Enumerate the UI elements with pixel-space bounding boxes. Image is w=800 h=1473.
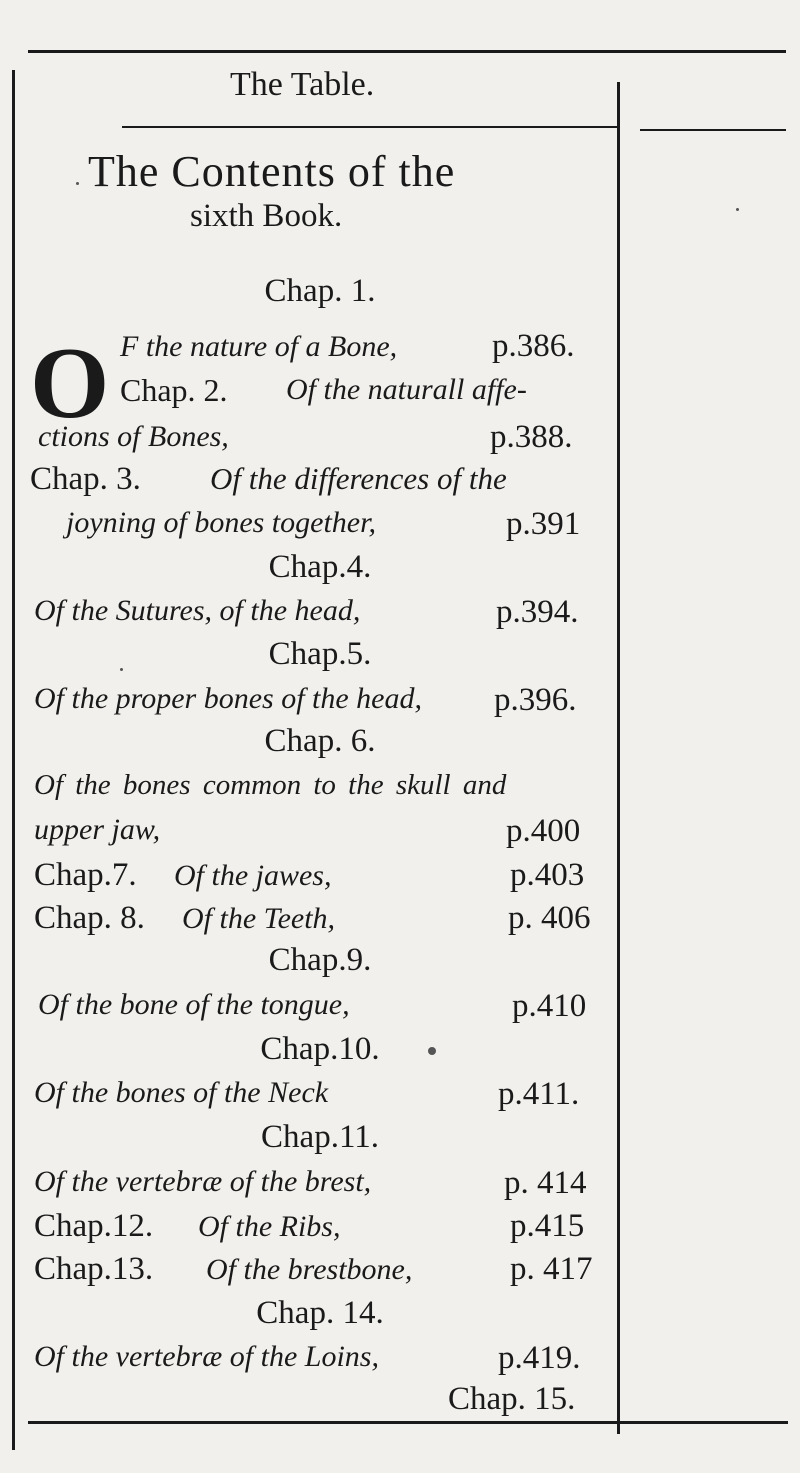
entry-title: Of the differences of the <box>210 461 507 496</box>
entry-page: p.415 <box>510 1208 585 1244</box>
entry-title: Of the bones common to the skull and <box>34 769 507 801</box>
ink-speck <box>76 182 79 185</box>
catchword: Chap. 15. <box>448 1381 576 1417</box>
drop-cap: O <box>30 327 110 440</box>
margin-rule <box>640 129 786 131</box>
entry-title: F the nature of a Bone, <box>120 330 398 363</box>
entry-page: p.419. <box>498 1340 581 1376</box>
entry-title: Of the Teeth, <box>182 902 336 935</box>
chapter-label: Chap. 3. <box>30 461 141 497</box>
entry-title: joyning of bones together, <box>66 506 376 539</box>
entry-title: Of the Sutures, of the head, <box>34 594 361 627</box>
ink-speck <box>120 668 123 671</box>
entry-title: Of the bones of the Neck <box>34 1076 329 1109</box>
chapter-label: Chap. 6. <box>264 723 376 759</box>
chapter-label: Chap.9. <box>268 942 372 978</box>
head-rule <box>122 126 620 128</box>
chapter-label: Chap.5. <box>268 636 372 672</box>
entry-page: p. 414 <box>504 1165 587 1201</box>
entry-page: p. 406 <box>508 900 591 936</box>
chapter-label: Chap.7. <box>34 857 137 893</box>
bottom-rule <box>28 1421 788 1424</box>
chapter-label: Chap. 8. <box>34 900 145 936</box>
chapter-label: Chap. 14. <box>256 1295 384 1331</box>
entry-title: Of the naturall affe- <box>286 373 527 406</box>
chapter-label: Chap.10. <box>260 1031 380 1067</box>
chapter-label: Chap. 2. <box>120 372 228 408</box>
entry-title: Of the proper bones of the head, <box>34 682 422 715</box>
running-head: The Table. <box>230 66 375 103</box>
entry-title: Of the vertebræ of the Loins, <box>34 1340 379 1373</box>
chapter-label: Chap.12. <box>34 1208 154 1244</box>
entry-page: p.391 <box>506 506 581 542</box>
entry-title: upper jaw, <box>34 813 161 846</box>
contents-subtitle: sixth Book. <box>190 198 343 234</box>
top-rule <box>28 50 786 53</box>
entry-page: p.396. <box>494 682 577 718</box>
ink-speck <box>428 1047 436 1055</box>
entry-page: p.388. <box>490 419 573 455</box>
chapter-label: Chap.13. <box>34 1251 154 1287</box>
chapter-label: Chap.11. <box>261 1119 379 1155</box>
entry-page: p.400 <box>506 813 581 849</box>
entry-page: p.386. <box>492 328 575 364</box>
entry-page: p.411. <box>498 1076 580 1112</box>
left-border <box>12 70 15 1450</box>
chapter-label: Chap.4. <box>268 549 372 585</box>
entry-title: Of the Ribs, <box>198 1210 341 1243</box>
entry-page: p.403 <box>510 857 585 893</box>
entry-title: Of the bone of the tongue, <box>38 988 350 1021</box>
entry-page: p. 417 <box>510 1251 593 1287</box>
entry-title: Of the jawes, <box>174 859 332 892</box>
entry-title: Of the vertebræ of the brest, <box>34 1165 372 1198</box>
entry-page: p.394. <box>496 594 579 630</box>
chapter-label: Chap. 1. <box>264 273 376 309</box>
entry-title: Of the brestbone, <box>206 1253 413 1286</box>
entry-page: p.410 <box>512 988 587 1024</box>
contents-title: The Contents of the <box>88 147 456 196</box>
entry-title: ctions of Bones, <box>38 420 229 453</box>
ink-speck <box>736 208 739 211</box>
